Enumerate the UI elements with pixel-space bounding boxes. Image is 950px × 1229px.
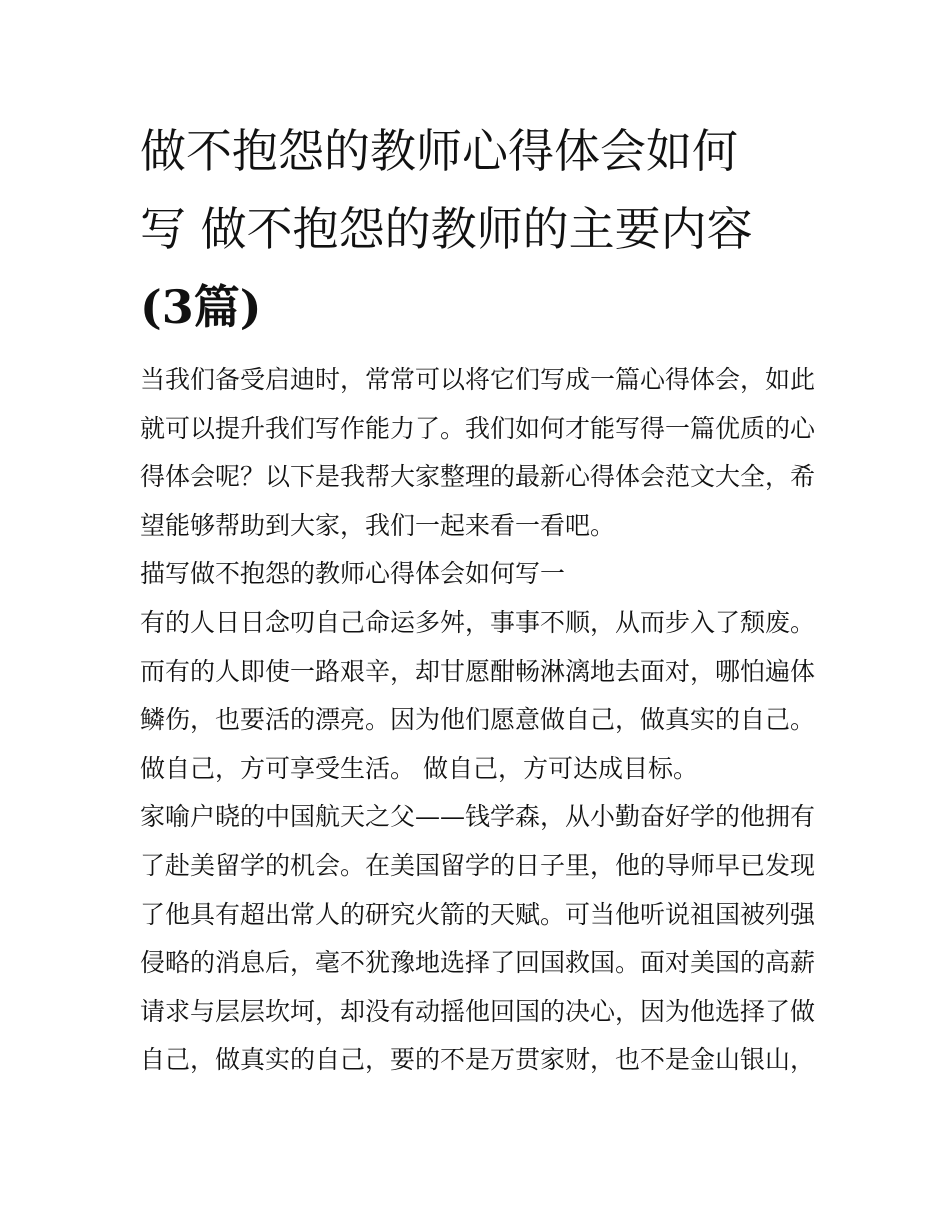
body-line-3: 得体会呢？以下是我帮大家整理的最新心得体会范文大全，希 [140,462,816,492]
body-line-15: 自己，做真实的自己，要的不是万贯家财，也不是金山银山， [140,1045,816,1075]
section-heading: 描写做不抱怨的教师心得体会如何写一 [140,559,566,589]
document-body [140,356,830,1085]
body-line-6: 有的人日日念叨自己命运多舛，事事不顺，从而步入了颓废。 [140,607,816,637]
body-line-13: 侵略的消息后，毫不犹豫地选择了回国救国。面对美国的高薪 [140,948,816,978]
body-line-14: 请求与层层坎坷，却没有动摇他回国的决心，因为他选择了做 [140,996,816,1026]
body-line-2: 就可以提升我们写作能力了。我们如何才能写得一篇优质的心 [140,413,816,443]
body-line-11: 了赴美留学的机会。在美国留学的日子里，他的导师早已发现 [140,850,816,880]
body-line-10: 家喻户晓的中国航天之父——钱学森，从小勤奋好学的他拥有 [140,802,816,832]
body-line-12: 了他具有超出常人的研究火箭的天赋。可当他听说祖国被列强 [140,899,816,929]
document-title [140,112,820,346]
body-line-8: 鳞伤，也要活的漂亮。因为他们愿意做自己，做真实的自己。 [140,705,816,735]
title-line-2: 写 做不抱怨的教师的主要内容 [140,202,753,256]
body-line-7: 而有的人即使一路艰辛，却甘愿酣畅淋漓地去面对，哪怕遍体 [140,656,816,686]
body-line-1: 当我们备受启迪时，常常可以将它们写成一篇心得体会，如此 [140,365,816,394]
body-line-4: 望能够帮助到大家，我们一起来看一看吧。 [140,510,616,540]
body-line-9: 做自己，方可享受生活。 做自己，方可达成目标。 [140,753,698,783]
title-line-1: 做不抱怨的教师心得体会如何 [140,124,738,178]
title-line-3: (3篇) [140,280,262,334]
